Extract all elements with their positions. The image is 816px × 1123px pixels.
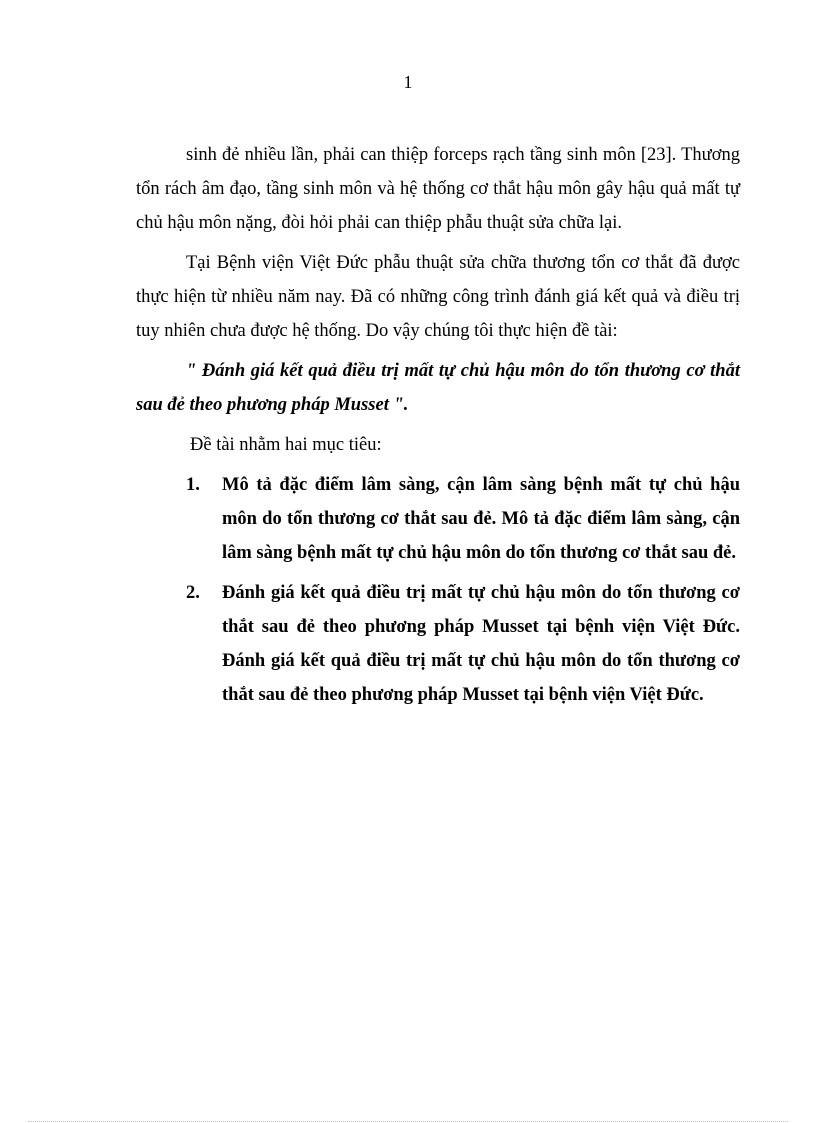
objectives-list bbox=[136, 468, 740, 712]
page-number: 1 bbox=[403, 72, 413, 92]
study-title: " Đánh giá kết quả điều trị mất tự chủ hậu môn do tổn thương cơ thắt sau đẻ theo phương pháp Musset ". bbox=[136, 361, 740, 415]
objective-number: 1. bbox=[186, 475, 200, 495]
objective-item bbox=[136, 576, 740, 712]
page-bottom-divider bbox=[28, 1121, 788, 1122]
paragraph-intro: sinh đẻ nhiều lần, phải can thiệp forceps rạch tầng sinh môn [23]. Thương tổn rách âm đạo, tầng sinh môn và hệ thống cơ thắt hậu môn gây hậu quả mất tự chủ hậu môn nặng, đòi hỏi phải can thiệp phẫu thuật sửa chữa lại. bbox=[136, 145, 740, 233]
objective-text: Mô tả đặc điểm lâm sàng, cận lâm sàng bệnh mất tự chủ hậu môn do tổn thương cơ thắt sau đẻ. Mô tả đặc điểm lâm sàng, cận lâm sàng bệnh mất tự chủ hậu môn do tổn thương cơ thắt sau đẻ. bbox=[222, 475, 740, 563]
document-body bbox=[136, 138, 740, 718]
paragraph-hospital: Tại Bệnh viện Việt Đức phẫu thuật sửa chữa thương tổn cơ thắt đã được thực hiện từ nhiều năm nay. Đã có những công trình đánh giá kết quả và điều trị tuy nhiên chưa được hệ thống. Do vậy chúng tôi thực hiện đề tài: bbox=[136, 253, 740, 341]
objective-text: Đánh giá kết quả điều trị mất tự chủ hậu môn do tổn thương cơ thắt sau đẻ theo phương pháp Musset tại bệnh viện Việt Đức. Đánh giá kết quả điều trị mất tự chủ hậu môn do tổn thương cơ thắt sau đẻ theo phương pháp Musset tại bệnh viện Việt Đức. bbox=[222, 583, 740, 705]
objective-item bbox=[136, 468, 740, 570]
objective-number: 2. bbox=[186, 583, 200, 603]
aims-intro: Đề tài nhằm hai mục tiêu: bbox=[190, 435, 382, 455]
